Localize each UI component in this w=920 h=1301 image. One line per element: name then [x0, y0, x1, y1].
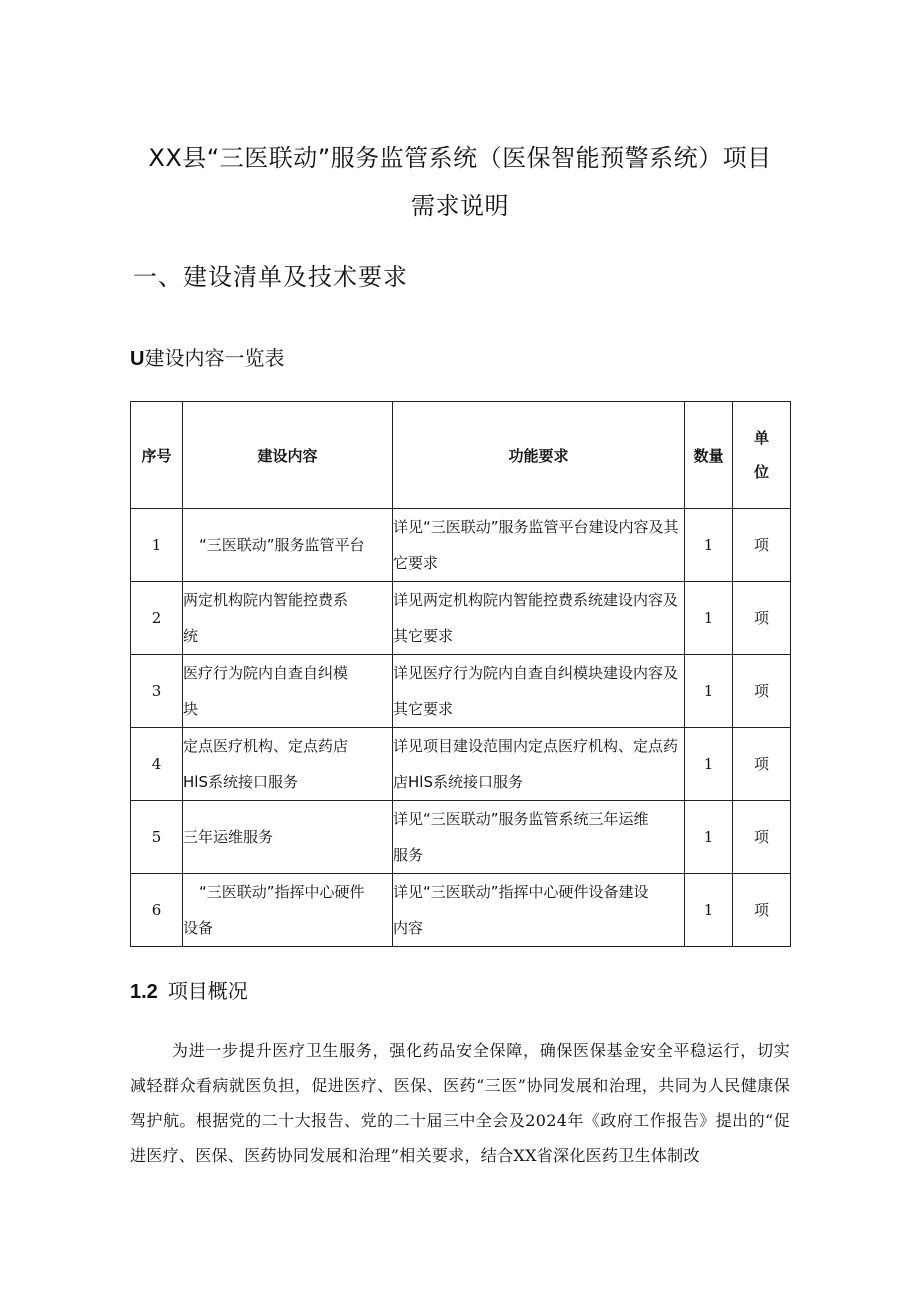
- construction-content-table: [130, 401, 791, 947]
- row-content: [183, 874, 393, 947]
- row-content: 三年运维服务: [183, 801, 393, 874]
- header-no: 序号: [131, 402, 183, 509]
- subsection-heading: [130, 977, 248, 1006]
- table-row: [131, 509, 791, 582]
- document-title-line1: XX县“三医联动”服务监管系统（医保智能预警系统）项目: [148, 144, 772, 172]
- subsection-number: 1.2: [130, 981, 158, 1003]
- row-unit: 项: [733, 801, 791, 874]
- row-function: 详见项目建设范围内定点医疗机构、定点药店HlS系统接口服务: [393, 728, 685, 801]
- table-row: [131, 874, 791, 947]
- table-caption-number: U: [130, 348, 145, 370]
- row-content-text: “三医联动”指挥中心硬件设备: [183, 883, 365, 937]
- row-no: 2: [131, 582, 183, 655]
- row-content: [183, 582, 393, 655]
- row-function: 详见医疗行为院内自查自纠模块建设内容及其它要求: [393, 655, 685, 728]
- row-function: 详见两定机构院内智能控费系统建设内容及其它要求: [393, 582, 685, 655]
- row-function-text: 详见“三医联动”指挥中心硬件设备建设内容: [393, 883, 649, 937]
- row-no: 6: [131, 874, 183, 947]
- table-row: [131, 801, 791, 874]
- row-no: 1: [131, 509, 183, 582]
- header-function: 功能要求: [393, 402, 685, 509]
- table-header-row: [131, 402, 791, 509]
- row-quantity: 1: [685, 655, 733, 728]
- row-content-text: 定点医疗机构、定点药店HlS系统接口服务: [183, 737, 349, 791]
- row-content-text: “三医联动”服务监管平台: [199, 536, 365, 554]
- row-function: [393, 874, 685, 947]
- row-no: 4: [131, 728, 183, 801]
- header-content: 建设内容: [183, 402, 393, 509]
- subsection-title: 项目概况: [167, 979, 248, 1003]
- row-content-text: 医疗行为院内自查自纠模块: [183, 664, 349, 718]
- row-unit: 项: [733, 728, 791, 801]
- row-content-text: 两定机构院内智能控费系统: [183, 591, 349, 645]
- row-no: 3: [131, 655, 183, 728]
- row-function: [393, 801, 685, 874]
- table-row: [131, 655, 791, 728]
- table-row: [131, 582, 791, 655]
- document-title-line2: 需求说明: [411, 192, 509, 220]
- header-quantity: 数量: [685, 402, 733, 509]
- header-unit-text: 单位: [754, 429, 770, 481]
- project-overview-paragraph: 为进一步提升医疗卫生服务，强化药品安全保障，确保医保基金安全平稳运行，切实减轻群众看病就医负担，促进医疗、医保、医药“三医”协同发展和治理，共同为人民健康保驾护航。根据党的二十大报告、党的二十届三中全会及2024年《政府工作报告》提出的“促进医疗、医保、医药协同发展和治理”相关要求，结合XX省深化医药卫生体制改: [130, 1041, 790, 1165]
- table-caption: [130, 344, 284, 373]
- row-function-text: 详见“三医联动”服务监管系统三年运维服务: [393, 810, 649, 864]
- section-heading: 一、建设清单及技术要求: [133, 263, 408, 291]
- row-function: 详见“三医联动”服务监管平台建设内容及其它要求: [393, 509, 685, 582]
- row-unit: 项: [733, 582, 791, 655]
- row-unit: 项: [733, 655, 791, 728]
- table-row: [131, 728, 791, 801]
- row-unit: 项: [733, 874, 791, 947]
- row-unit: 项: [733, 509, 791, 582]
- row-content: [183, 509, 393, 582]
- row-content: [183, 655, 393, 728]
- row-content: [183, 728, 393, 801]
- row-quantity: 1: [685, 582, 733, 655]
- row-quantity: 1: [685, 874, 733, 947]
- row-quantity: 1: [685, 801, 733, 874]
- row-quantity: 1: [685, 728, 733, 801]
- table-caption-text: 建设内容一览表: [144, 346, 285, 370]
- header-unit: [733, 402, 791, 509]
- row-no: 5: [131, 801, 183, 874]
- row-quantity: 1: [685, 509, 733, 582]
